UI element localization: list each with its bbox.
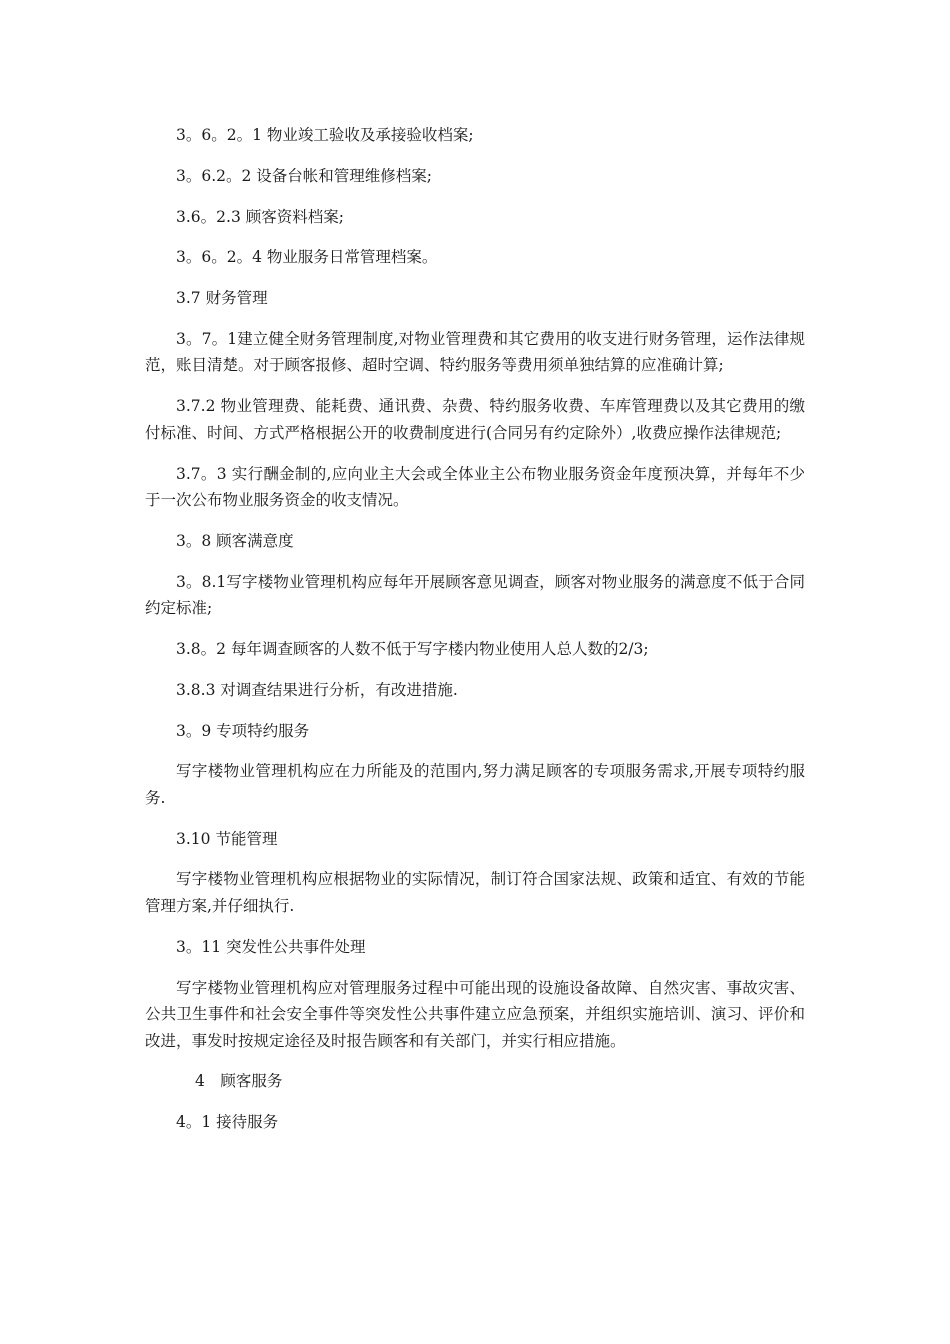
paragraph-3-6-2-2: 3。6.2。2 设备台帐和管理维修档案; [176,166,433,185]
document-page [145,122,805,1136]
paragraph-3-6-2-3: 3.6。2.3 顾客资料档案; [176,207,344,226]
paragraph-3-7-3: 3.7。3 实行酬金制的,应向业主大会或全体业主公布物业服务资金年度预决算，并每年不少于一次公布物业服务资金的收支情况。 [145,464,805,510]
paragraph-3-8-2: 3.8。2 每年调查顾客的人数不低于写字楼内物业使用人总人数的2/3; [176,639,649,658]
paragraph-3-6-2-4: 3。6。2。4 物业服务日常管理档案。 [176,248,438,267]
paragraph-3-9-body: 写字楼物业管理机构应在力所能及的范围内,努力满足顾客的专项服务需求,开展专项特约服务. [145,762,805,807]
paragraph-3-7-2: 3.7.2 物业管理费、能耗费、通讯费、杂费、特约服务收费、车库管理费以及其它费用的缴付标准、时间、方式严格根据公开的收费制度进行(合同另有约定除外）,收费应操作法律规范; [145,397,805,442]
paragraph-3-8-1: 3。8.1写字楼物业管理机构应每年开展顾客意见调查，顾客对物业服务的满意度不低于合同约定标准; [145,572,805,618]
heading-4-1: 4。1 接待服务 [176,1113,279,1132]
paragraph-3-8-3: 3.8.3 对调查结果进行分析，有改进措施. [176,680,458,699]
heading-3-7: 3.7 财务管理 [176,289,268,308]
heading-3-10: 3.10 节能管理 [176,829,278,848]
heading-4: 4 顾客服务 [195,1072,283,1091]
heading-3-11: 3。11 突发性公共事件处理 [176,937,366,956]
heading-3-8: 3。8 顾客满意度 [176,531,294,550]
heading-3-9: 3。9 专项特约服务 [176,721,310,740]
paragraph-3-10-body: 写字楼物业管理机构应根据物业的实际情况，制订符合国家法规、政策和适宜、有效的节能管理方案,并仔细执行. [145,870,805,915]
paragraph-3-6-2-1: 3。6。2。1 物业竣工验收及承接验收档案; [176,126,474,144]
paragraph-3-7-1: 3。7。1建立健全财务管理制度,对物业管理费和其它费用的收支进行财务管理，运作法律规范，账目清楚。对于顾客报修、超时空调、特约服务等费用须单独结算的应准确计算; [145,329,805,375]
paragraph-3-11-body: 写字楼物业管理机构应对管理服务过程中可能出现的设施设备故障、自然灾害、事故灾害、公共卫生事件和社会安全事件等突发性公共事件建立应急预案，并组织实施培训、演习、评价和改进，事发时按规定途径及时报告顾客和有关部门，并实行相应措施。 [145,978,805,1050]
